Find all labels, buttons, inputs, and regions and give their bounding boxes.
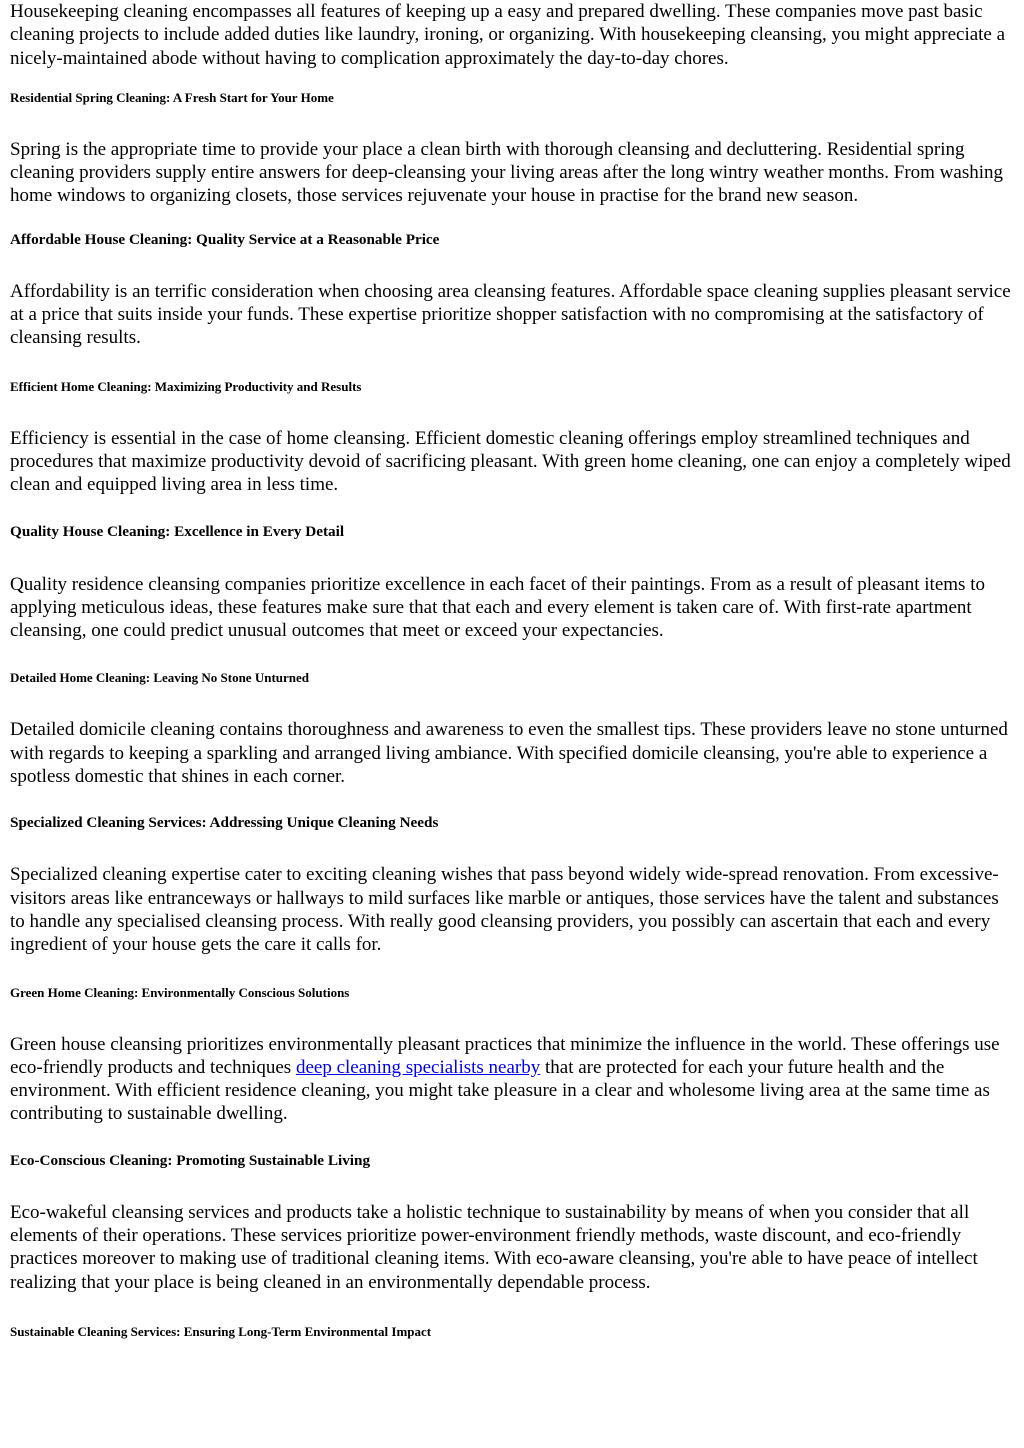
heading-green-home-cleaning: Green Home Cleaning: Environmentally Conscious Solutions: [10, 984, 350, 1000]
heading-detailed-home-cleaning: Detailed Home Cleaning: Leaving No Stone Unturned: [10, 670, 309, 686]
heading-affordable-house-cleaning: Affordable House Cleaning: Quality Service at a Reasonable Price: [10, 230, 440, 248]
paragraph-green-home-cleaning: [10, 1033, 1014, 1126]
paragraph-specialized-cleaning-services: Specialized cleaning expertise cater to exciting cleaning wishes that pass beyond widely wide-spread renovation. From excessive-visitors areas like entranceways or hallways to mild surfaces like marble or antiques, those services have the talent and substances to handle any specialised cleansing process. With really good cleansing providers, you possibly can ascertain that each and every ingredient of your house gets the care it calls for.: [10, 864, 999, 956]
paragraph-detailed-home-cleaning: Detailed domicile cleaning contains thoroughness and awareness to even the smallest tips. These providers leave no stone unturned with regards to keeping a sparkling and arranged living ambiance. With specified domicile cleansing, you're able to experience a spotless domestic that shines in each corner.: [10, 719, 1008, 788]
paragraph-text-before-link: Green house cleansing prioritizes environmentally pleasant practices that minimize the influence in the world. These offerings use eco-friendly products and techniques: [10, 1033, 1000, 1078]
deep-cleaning-specialists-link[interactable]: deep cleaning specialists nearby: [295, 1056, 541, 1078]
heading-efficient-home-cleaning: Efficient Home Cleaning: Maximizing Productivity and Results: [10, 378, 362, 394]
heading-specialized-cleaning-services: Specialized Cleaning Services: Addressing Unique Cleaning Needs: [10, 814, 439, 832]
paragraph-residential-spring-cleaning: Spring is the appropriate time to provide your place a clean birth with thorough cleansing and decluttering. Residential spring cleaning providers supply entire answers for deep-cleansing your living areas after the long wintry weather months. From washing home windows to organizing closets, those services rejuvenate your house in practise for the brand new season.: [10, 138, 1004, 207]
paragraph-text-after-link: that are protected for each your future health and the environment. With efficient residence cleaning, you might take pleasure in a clear and wholesome living area at the same time as contributing to sustainable dwelling.: [10, 1056, 990, 1125]
paragraph-eco-conscious-cleaning: Eco-wakeful cleansing services and products take a holistic technique to sustainability by means of when you consider that all elements of their operations. These services prioritize power-environment friendly methods, waste discount, and eco-friendly practices moreover to making use of traditional cleaning items. With eco-aware cleansing, you're able to have peace of intellect realizing that your place is being cleaned in an environmentally dependable process.: [10, 1201, 978, 1293]
heading-residential-spring-cleaning: Residential Spring Cleaning: A Fresh Start for Your Home: [10, 89, 334, 105]
paragraph-affordable-house-cleaning: Affordability is an terrific consideration when choosing area cleansing features. Affordable space cleaning supplies pleasant service at a price that suits inside your funds. These expertise prioritize shopper satisfaction with no compromising at the satisfactory of cleansing results.: [10, 280, 1011, 349]
intro-paragraph: Housekeeping cleaning encompasses all features of keeping up a easy and prepared dwelling. These companies move past basic cleaning projects to include added duties like laundry, ironing, or organizing. With housekeeping cleansing, you might appreciate a nicely-maintained abode without having to complication approximately the day-to-day chores.: [10, 1, 1006, 69]
heading-sustainable-cleaning-services: Sustainable Cleaning Services: Ensuring Long-Term Environmental Impact: [10, 1323, 432, 1339]
heading-quality-house-cleaning: Quality House Cleaning: Excellence in Every Detail: [10, 522, 345, 540]
paragraph-quality-house-cleaning: Quality residence cleansing companies prioritize excellence in each facet of their paintings. From as a result of pleasant items to applying meticulous ideas, these features make sure that that each and every element is taken care of. With first-rate apartment cleansing, one could predict unusual outcomes that meet or exceed your expectancies.: [10, 573, 985, 642]
heading-eco-conscious-cleaning: Eco-Conscious Cleaning: Promoting Sustainable Living: [10, 1151, 371, 1169]
paragraph-efficient-home-cleaning: Efficiency is essential in the case of home cleansing. Efficient domestic cleaning offerings employ streamlined techniques and procedures that maximize productivity devoid of sacrificing pleasant. With green home cleaning, one can enjoy a completely wiped clean and equipped living area in less time.: [10, 427, 1011, 496]
